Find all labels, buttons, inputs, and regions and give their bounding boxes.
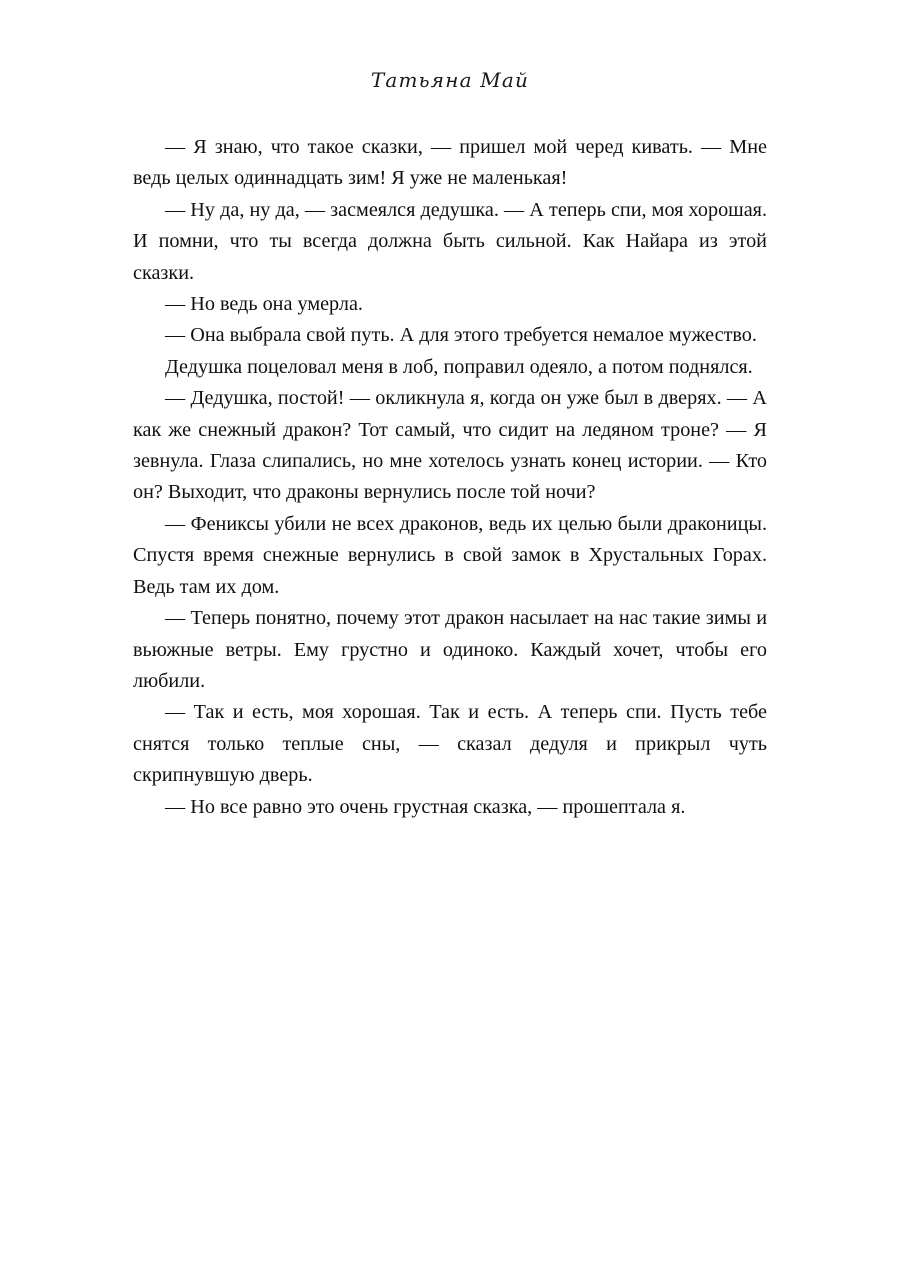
paragraph: — Но все равно это очень грустная сказка, — прошептала я. — [165, 795, 686, 818]
book-page — [0, 68, 900, 1268]
paragraph: — Теперь понятно, почему этот дракон насылает на нас такие зимы и вьюжные ветры. Ему грустно и одиноко. Каждый хочет, чтобы его любили. — [133, 607, 767, 692]
paragraph: Дедушка поцеловал меня в лоб, поправил одеяло, а потом поднялся. — [165, 355, 753, 378]
paragraph: — Но ведь она умерла. — [165, 293, 363, 316]
page-body-text — [133, 132, 767, 823]
paragraph: — Она выбрала свой путь. А для этого требуется немалое мужество. — [165, 324, 757, 347]
paragraph: — Дедушка, постой! — окликнула я, когда он уже был в дверях. — А как же снежный дракон? Тот самый, что сидит на ледяном троне? — Я зевнула. Глаза слипались, но мне хотелось узнать конец истории. — Кто он? Выходит, что драконы вернулись после той ночи? — [133, 387, 767, 504]
paragraph: — Ну да, ну да, — засмеялся дедушка. — А теперь спи, моя хорошая. И помни, что ты всегда должна быть сильной. Как Найара из этой сказки. — [133, 198, 767, 284]
paragraph: — Так и есть, моя хорошая. Так и есть. А теперь спи. Пусть тебе снятся только теплые сны, — сказал дедуля и прикрыл чуть скрипнувшую дверь. — [133, 701, 767, 787]
paragraph: — Фениксы убили не всех драконов, ведь их целью были драконицы. Спустя время снежные вернулись в свой замок в Хрустальных Горах. Ведь там их дом. — [133, 512, 767, 598]
paragraph: — Я знаю, что такое сказки, — пришел мой черед кивать. — Мне ведь целых одиннадцать зим! Я уже не маленькая! — [133, 136, 767, 190]
running-head-author: Татьяна Май — [370, 68, 530, 92]
